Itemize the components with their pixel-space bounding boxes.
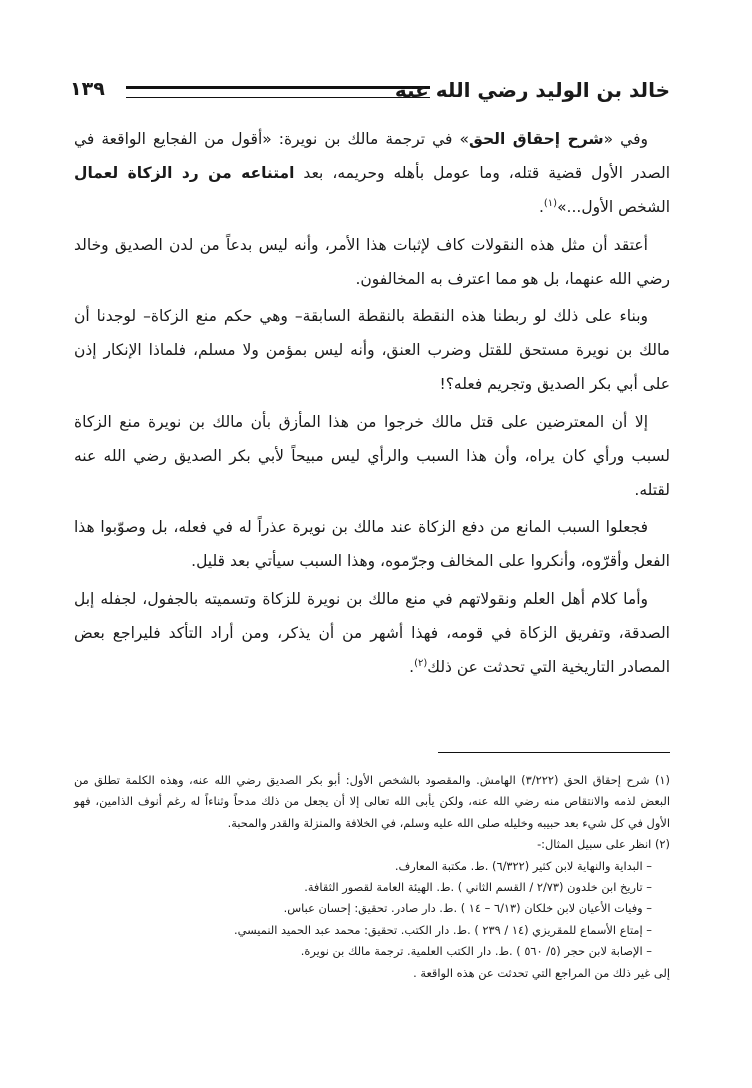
footnote-2-item: – البداية والنهاية لابن كثير (٦/٣٢٢) .ط. مكتبة المعارف.	[394, 858, 652, 873]
footnote-2-intro: (٢) انظر على سبيل المثال:-	[537, 837, 670, 852]
header-rule	[126, 86, 430, 98]
page-number: ١٣٩	[70, 78, 105, 100]
footnote-2-item: – تاريخ ابن خلدون (٢/٧٣ / القسم الثاني ) .ط. الهيئة العامة لقصور الثقافة.	[304, 880, 652, 895]
paragraph-1	[74, 122, 670, 225]
quote-emphasis-bold: امتناعه من رد الزكاة لعمال	[74, 164, 295, 183]
paragraph-6-text: وأما كلام أهل العلم ونقولاتهم في منع مالك بن نويرة للزكاة وتسميته بالجفول، لجفله إبل الصدقة، وتفريق الزكاة في قومه، فهذا أشهر من أن يذكر، ومن أراد التأكد فليراجع بعض المصادر التاريخية التي تحدثت عن ذلك	[74, 589, 670, 677]
paragraph-1-a: وفي «	[603, 130, 648, 148]
paragraph-4: إلا أن المعترضين على قتل مالك خرجوا من هذا المأزق بأن مالك بن نويرة منع الزكاة لسبب ورأي كان يراه، وأن هذا السبب والرأي ليس مبيحاً لأبي بكر الصديق رضي الله عنه لقتله.	[74, 412, 670, 500]
paragraph-1-f: .	[538, 198, 544, 217]
footnote-ref-1[interactable]: (١)	[543, 198, 558, 210]
paragraph-6	[74, 582, 670, 685]
footnote-2	[74, 834, 670, 984]
running-title: خالد بن الوليد رضي الله عنه	[394, 78, 670, 102]
page-header	[70, 78, 670, 110]
paragraph-1-c: » في ترجمة مالك بن نويرة: «أقول من الفجايع الواقعة في الصدر الأول قضية قتله، وما عومل بأهله وحريمه، بعد	[74, 130, 671, 183]
paragraph-5: فجعلوا السبب المانع من دفع الزكاة عند مالك بن نويرة عذراً له في فعله، بل وصوّبوا هذا الفعل وأقرّوه، وأنكروا على المخالف وجرّموه، وهذا السبب سيأتي بعد قليل.	[74, 518, 670, 571]
paragraph-6-end: .	[409, 658, 415, 677]
footnote-ref-2[interactable]: (٢)	[414, 657, 428, 669]
footnote-1	[74, 770, 670, 834]
footnote-1-text: (١) شرح إحقاق الحق (٣/٢٢٢) الهامش. والمقصود بالشخص الأول: أبو بكر الصديق رضي الله عنه، وهذه الكلمة تطلق من البعض لذمه والانتقاص منه رضي الله عنه، ولكن يأبى الله تعالى إلا أن يجعل من ذلك مدحاً وثناءاً له رغم أنوف الذامين، فهو الأول في كل شيء بعد حبيبه وخليله صلى الله عليه وسلم، في الخلافة والمنزلة والقدر والمحبة.	[74, 773, 670, 830]
footnote-2-item: – وفيات الأعيان لابن خلكان (٦/١٣ – ١٤ ) .ط. دار صادر. تحقيق: إحسان عباس.	[283, 901, 652, 916]
paragraph-3: وبناء على ذلك لو ربطنا هذه النقطة بالنقطة السابقة– وهي حكم منع الزكاة– لوجدنا أن مالك بن نويرة مستحق للقتل وضرب العنق، وأنه ليس بمؤمن ولا مسلم، فلماذا الإنكار إذن على أبي بكر الصديق وتجريم فعله؟!	[74, 307, 670, 394]
book-title-bold: شرح إحقاق الحق	[468, 130, 604, 148]
paragraph-1-e: الشخص الأول...»	[557, 198, 670, 217]
footnotes	[74, 770, 670, 984]
main-text	[74, 122, 670, 687]
footnote-separator	[438, 752, 670, 753]
footnote-2-item: – إمتاع الأسماع للمقريزي (١٤ / ٢٣٩ ) .ط. دار الكتب. تحقيق: محمد عبد الحميد النميسي.	[234, 922, 652, 937]
footnote-2-outro: إلى غير ذلك من المراجع التي تحدثت عن هذه الواقعة .	[413, 965, 670, 980]
footnote-2-item: – الإصابة لابن حجر (٥/ ٥٦٠ ) .ط. دار الكتب العلمية. ترجمة مالك بن نويرة.	[300, 944, 652, 959]
paragraph-2: أعتقد أن مثل هذه النقولات كاف لإثبات هذا الأمر، وأنه ليس بدعاً من لدن الصديق وخالد رضي الله عنهما، بل هو مما اعترف به المخالفون.	[74, 235, 670, 288]
